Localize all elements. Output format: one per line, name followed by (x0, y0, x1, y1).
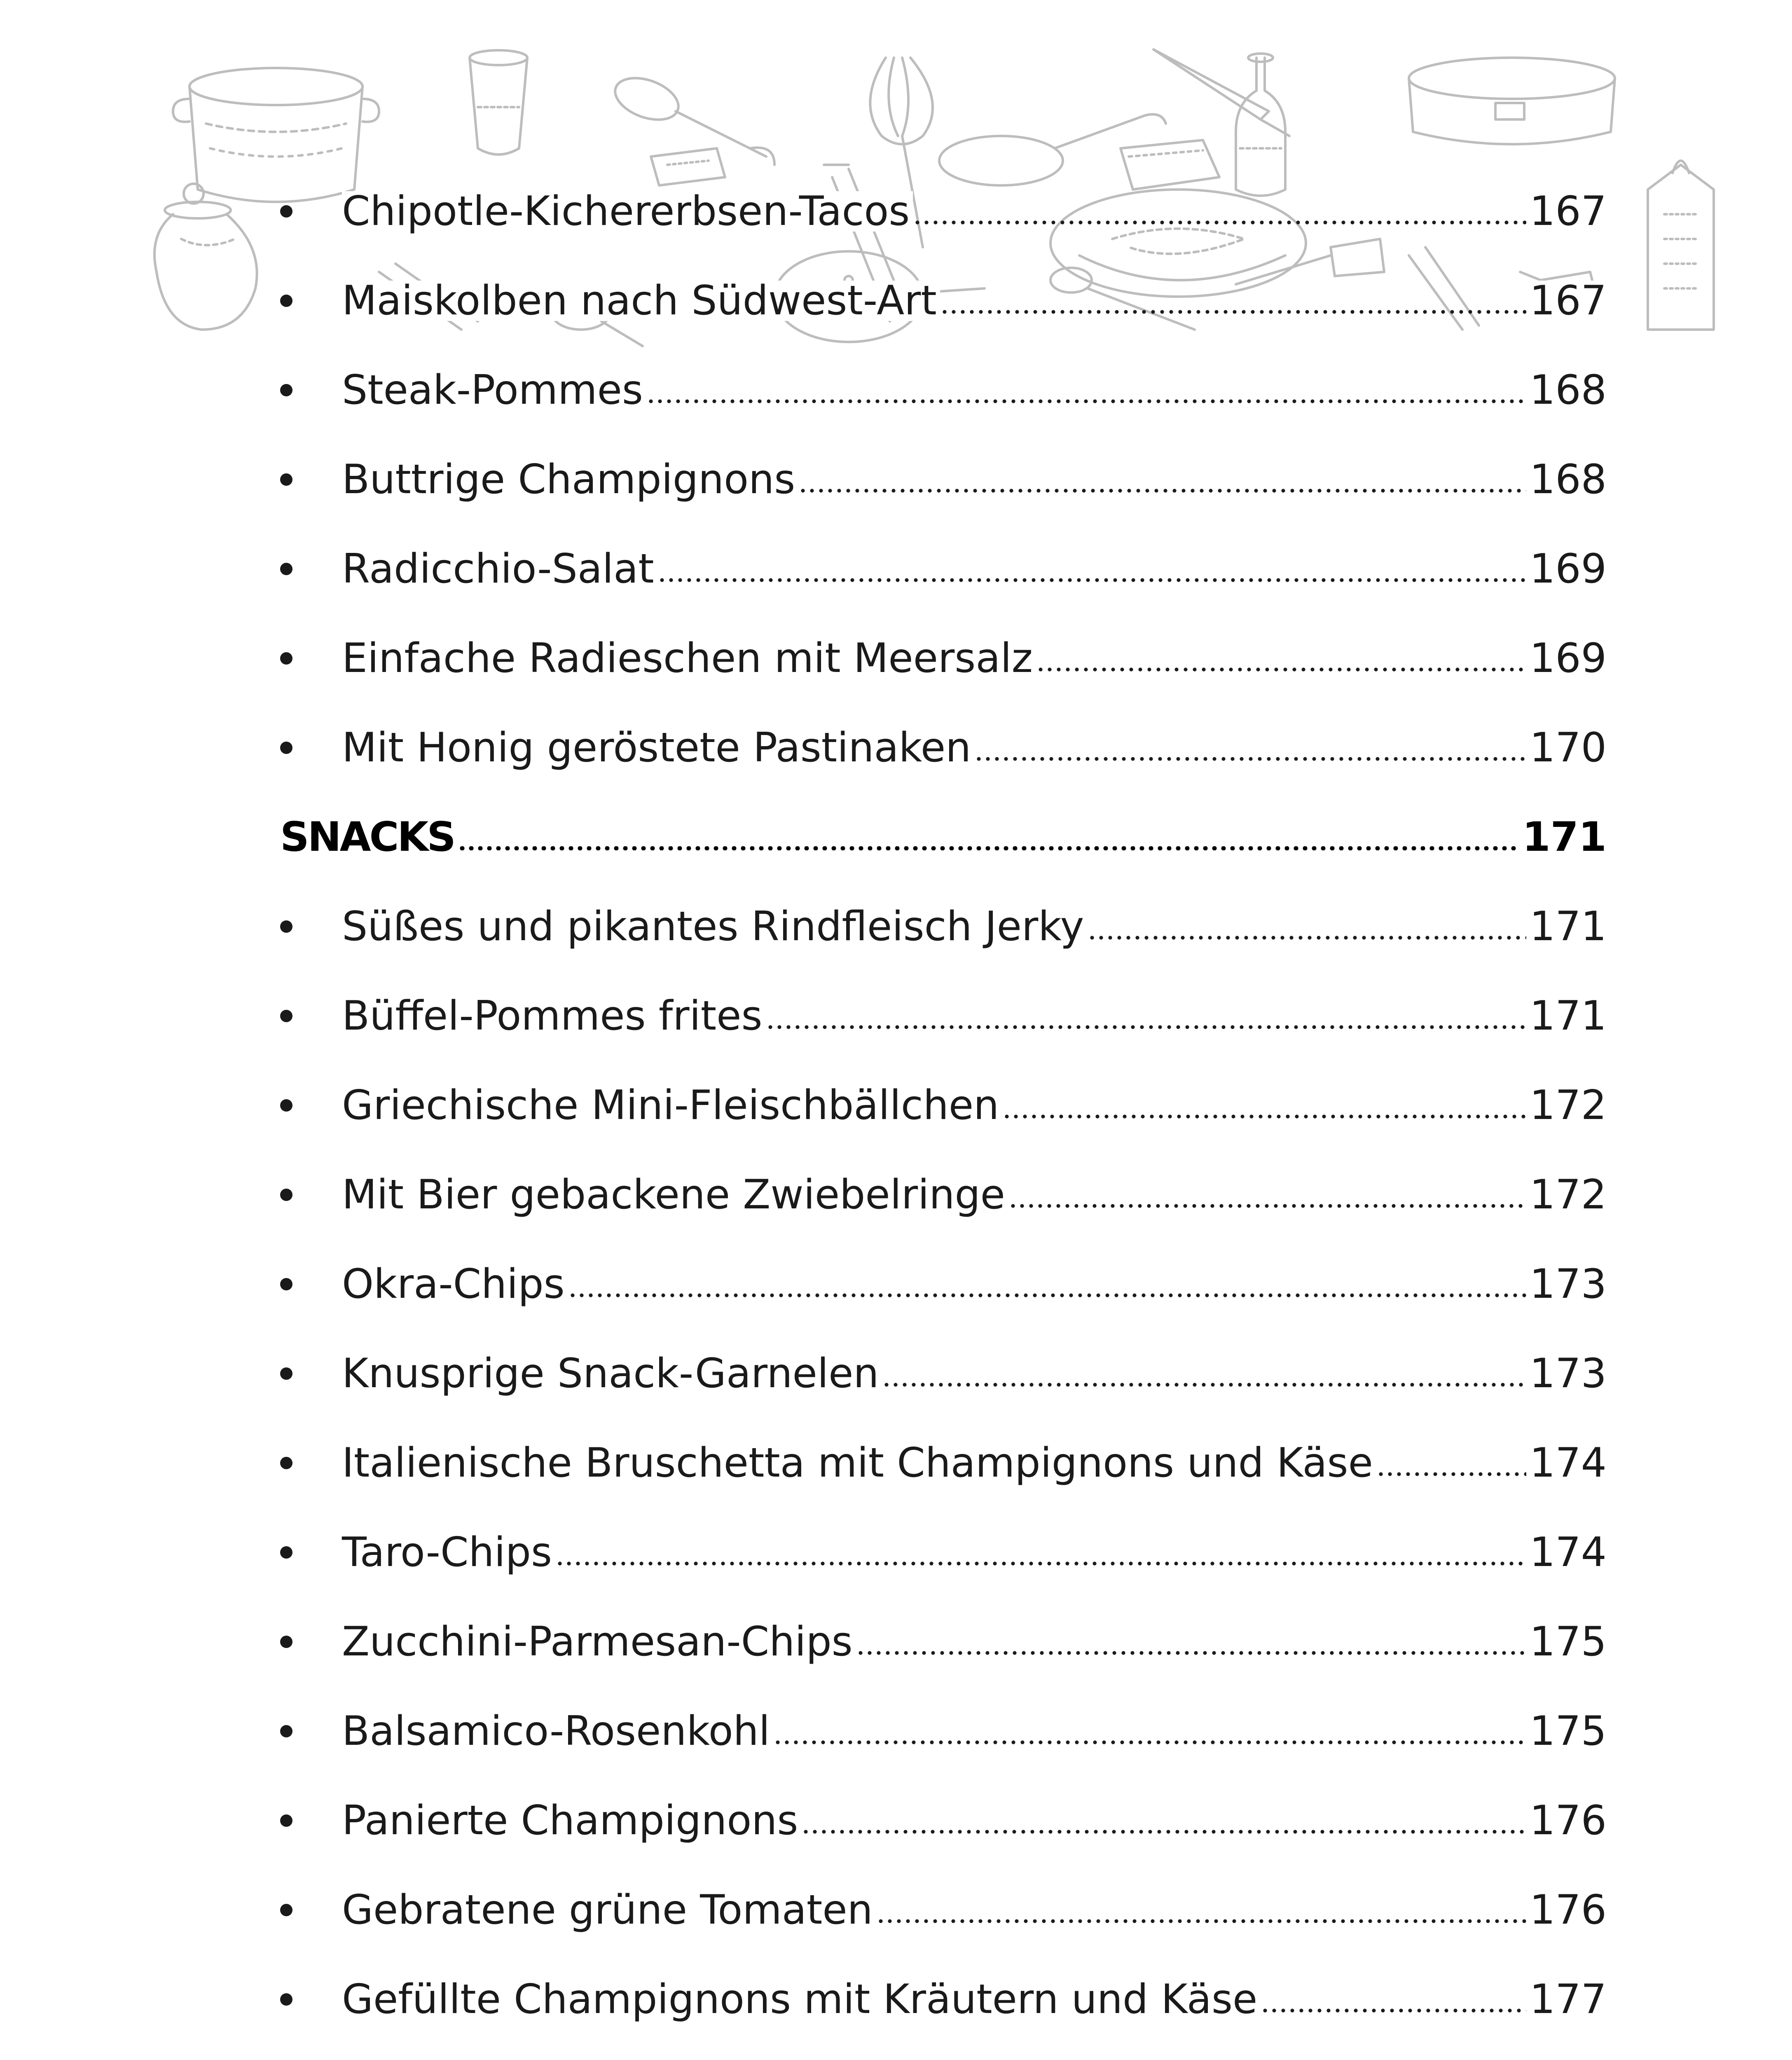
toc-page-number: 174 (1526, 1532, 1607, 1573)
toc-entry[interactable] (280, 1418, 1607, 1508)
toc-page-number: 171 (1526, 906, 1607, 947)
bullet-icon (280, 205, 292, 218)
toc-page-number: 171 (1519, 817, 1607, 857)
toc-entry[interactable] (280, 971, 1607, 1060)
dot-leader (555, 1508, 1526, 1597)
bullet-icon (280, 473, 292, 486)
dot-leader (1008, 1150, 1526, 1239)
toc-entry-line (342, 1060, 1607, 1150)
toc-entry-line (342, 1239, 1607, 1329)
toc-entry[interactable] (280, 1686, 1607, 1776)
dot-leader (798, 435, 1526, 524)
toc-page-number: 167 (1526, 191, 1607, 232)
toc-page-number: 172 (1526, 1175, 1607, 1215)
dot-leader (882, 1329, 1526, 1418)
toc-page-number: 167 (1526, 281, 1607, 321)
toc-entry-title: Steak-Pommes (342, 370, 646, 410)
toc-entry-title: Italienische Bruschetta mit Champignons und Käse (342, 1443, 1376, 1483)
toc-page-number: 172 (1526, 1085, 1607, 1126)
toc-entry-title: Knusprige Snack-Garnelen (342, 1353, 882, 1394)
bullet-icon (280, 1993, 292, 2006)
toc-page-number: 173 (1526, 1353, 1607, 1394)
dot-leader (657, 524, 1526, 613)
bullet-icon (280, 1278, 292, 1290)
toc-entry-title: SNACKS (280, 817, 458, 857)
bullet-icon (280, 384, 292, 396)
toc-entry-title: Mit Honig geröstete Pastinaken (342, 728, 974, 768)
toc-entry[interactable] (280, 435, 1607, 524)
toc-entry-line (342, 166, 1607, 256)
dot-leader (974, 703, 1526, 792)
toc-entry-line (342, 1865, 1607, 1955)
toc-entry[interactable] (280, 1150, 1607, 1239)
toc-entry[interactable] (280, 1776, 1607, 1865)
toc-entry[interactable] (280, 2044, 1607, 2060)
toc-entry-title: Zucchini-Parmesan-Chips (342, 1622, 856, 1662)
dot-leader (766, 971, 1526, 1060)
toc-entry[interactable] (280, 166, 1607, 256)
bullet-icon (280, 563, 292, 575)
toc-entry-line (342, 435, 1607, 524)
dot-leader (805, 2044, 1526, 2060)
toc-entry-title: Buttrige Champignons (342, 459, 798, 500)
toc-entry-line (342, 1776, 1607, 1865)
toc-entry-line (342, 613, 1607, 703)
dot-leader (940, 256, 1526, 345)
toc-entry-line (342, 1418, 1607, 1508)
toc-page-number: 169 (1526, 638, 1607, 679)
table-of-contents (280, 166, 1607, 2060)
dot-leader (1036, 613, 1526, 703)
bullet-icon (280, 1367, 292, 1380)
toc-entry[interactable] (280, 345, 1607, 435)
toc-entry-title: Einfache Radieschen mit Meersalz (342, 638, 1036, 679)
grater-icon (1648, 161, 1714, 330)
toc-entry-line (342, 524, 1607, 613)
toc-entry[interactable] (280, 256, 1607, 345)
dot-leader (1002, 1060, 1526, 1150)
dot-leader (856, 1597, 1526, 1686)
bullet-icon (280, 1546, 292, 1559)
bullet-icon (280, 1099, 292, 1112)
dot-leader (801, 1776, 1526, 1865)
toc-entry-line (342, 703, 1607, 792)
toc-page-number: 176 (1526, 1890, 1607, 1930)
toc-section-heading[interactable] (280, 792, 1607, 882)
toc-entry-line (280, 792, 1607, 882)
toc-entry-title: Mit Bier gebackene Zwiebelringe (342, 1175, 1008, 1215)
glass-icon (470, 50, 527, 154)
toc-entry-title: Taro-Chips (342, 1532, 555, 1573)
dot-leader (458, 792, 1519, 882)
toc-entry-line (342, 345, 1607, 435)
dot-leader (876, 1865, 1526, 1955)
bullet-icon (280, 1814, 292, 1827)
toc-entry-title: Radicchio-Salat (342, 549, 657, 589)
toc-entry[interactable] (280, 1508, 1607, 1597)
dot-leader (568, 1239, 1526, 1329)
bullet-icon (280, 1904, 292, 1916)
toc-entry-line (342, 1686, 1607, 1776)
toc-entry-line (342, 256, 1607, 345)
toc-entry[interactable] (280, 1865, 1607, 1955)
toc-entry-title: Maiskolben nach Südwest-Art (342, 281, 940, 321)
toc-page-number: 175 (1526, 1622, 1607, 1662)
bullet-icon (280, 1457, 292, 1469)
jar-icon (154, 184, 257, 330)
bullet-icon (280, 920, 292, 933)
bullet-icon (280, 742, 292, 754)
toc-entry[interactable] (280, 1239, 1607, 1329)
dot-leader (773, 1686, 1526, 1776)
toc-page-number: 169 (1526, 549, 1607, 589)
toc-entry-title: Gebratene grüne Tomaten (342, 1890, 876, 1930)
dot-leader (1088, 882, 1526, 971)
bullet-icon (280, 1725, 292, 1737)
dot-leader (913, 166, 1526, 256)
toc-entry-title: Chipotle-Kichererbsen-Tacos (342, 191, 913, 232)
toc-page-number: 176 (1526, 1800, 1607, 1841)
toc-entry-line (342, 1955, 1607, 2044)
toc-page-number: 173 (1526, 1264, 1607, 1304)
bullet-icon (280, 1189, 292, 1201)
toc-entry[interactable] (280, 613, 1607, 703)
toc-entry-title: Balsamico-Rosenkohl (342, 1711, 773, 1751)
toc-entry-line (342, 2044, 1607, 2060)
bullet-icon (280, 295, 292, 307)
dot-leader (1376, 1418, 1526, 1508)
toc-entry-line (342, 882, 1607, 971)
toc-page-number: 171 (1526, 996, 1607, 1036)
toc-entry-line (342, 1597, 1607, 1686)
toc-entry-line (342, 1150, 1607, 1239)
bullet-icon (280, 652, 292, 665)
toc-entry-title: Gefüllte Champignons mit Kräutern und Käse (342, 1979, 1261, 2020)
toc-entry[interactable] (280, 524, 1607, 613)
bullet-icon (280, 1010, 292, 1022)
toc-entry[interactable] (280, 1955, 1607, 2044)
toc-entry-line (342, 1329, 1607, 1418)
toc-page-number: 175 (1526, 1711, 1607, 1751)
dot-leader (646, 345, 1526, 435)
toc-entry-line (342, 971, 1607, 1060)
toc-entry[interactable] (280, 1060, 1607, 1150)
toc-page-number: 168 (1526, 459, 1607, 500)
toc-entry-title: Griechische Mini-Fleischbällchen (342, 1085, 1002, 1126)
toc-page-number: 168 (1526, 370, 1607, 410)
toc-entry[interactable] (280, 1597, 1607, 1686)
toc-entry-title: Süßes und pikantes Rindfleisch Jerky (342, 906, 1088, 947)
toc-entry-title: Büffel-Pommes frites (342, 996, 766, 1036)
dot-leader (1261, 1955, 1526, 2044)
toc-entry-title: Okra-Chips (342, 1264, 568, 1304)
toc-entry-line (342, 1508, 1607, 1597)
cake-tin-icon (1409, 58, 1615, 144)
toc-page-number: 177 (1526, 1979, 1607, 2020)
toc-entry[interactable] (280, 1329, 1607, 1418)
toc-page-number: 170 (1526, 728, 1607, 768)
toc-page-number: 174 (1526, 1443, 1607, 1483)
toc-list (280, 166, 1607, 2060)
bullet-icon (280, 1636, 292, 1648)
toc-entry-title: Panierte Champignons (342, 1800, 801, 1841)
toc-entry[interactable] (280, 882, 1607, 971)
toc-entry[interactable] (280, 703, 1607, 792)
